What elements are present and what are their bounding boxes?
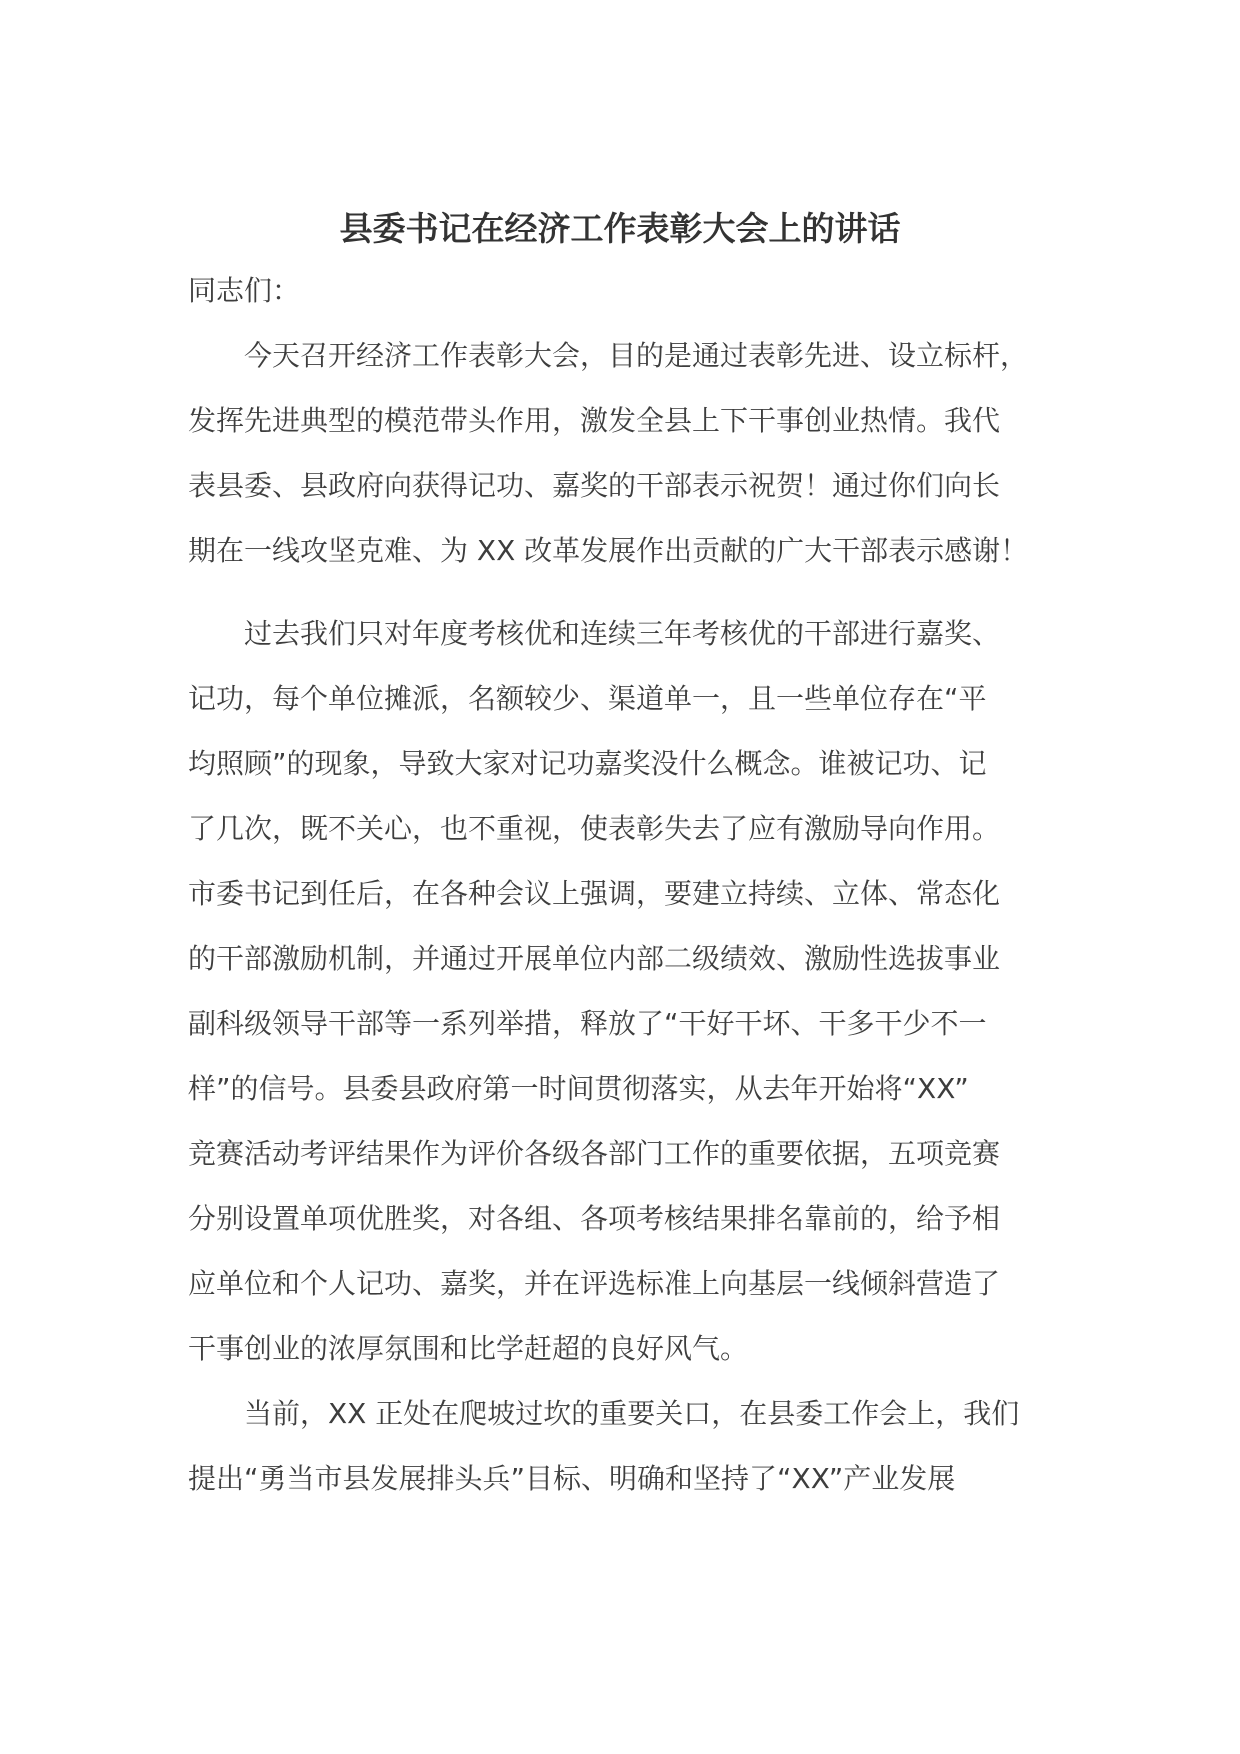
paragraph-line: 记功，每个单位摊派，名额较少、渠道单一，且一些单位存在“平 bbox=[188, 682, 987, 715]
paragraph-line: 期在一线攻坚克难、为 XX 改革发展作出贡献的广大干部表示感谢！ bbox=[188, 534, 1029, 567]
paragraph-line: 发挥先进典型的模范带头作用，激发全县上下干事创业热情。我代 bbox=[188, 404, 1001, 437]
paragraph-line: 了几次，既不关心，也不重视，使表彰失去了应有激励导向作用。 bbox=[188, 812, 1001, 845]
paragraph-line: 分别设置单项优胜奖，对各组、各项考核结果排名靠前的，给予相 bbox=[188, 1202, 1001, 1235]
paragraph-line: 提出“勇当市县发展排头兵”目标、明确和坚持了“XX”产业发展 bbox=[188, 1462, 956, 1495]
paragraph-line: 干事创业的浓厚氛围和比学赶超的良好风气。 bbox=[188, 1332, 749, 1365]
paragraph-line: 今天召开经济工作表彰大会，目的是通过表彰先进、设立标杆， bbox=[244, 339, 1029, 372]
document-title: 县委书记在经济工作表彰大会上的讲话 bbox=[339, 209, 901, 248]
paragraph-line: 均照顾”的现象，导致大家对记功嘉奖没什么概念。谁被记功、记 bbox=[188, 747, 987, 780]
paragraph-line: 应单位和个人记功、嘉奖，并在评选标准上向基层一线倾斜营造了 bbox=[188, 1267, 1001, 1300]
salutation: 同志们： bbox=[188, 274, 301, 307]
paragraph-2 bbox=[188, 601, 1074, 1381]
paragraph-1 bbox=[188, 323, 1074, 583]
document-body bbox=[188, 258, 1074, 1511]
paragraph-line: 竞赛活动考评结果作为评价各级各部门工作的重要依据，五项竞赛 bbox=[188, 1137, 1001, 1170]
paragraph-line: 副科级领导干部等一系列举措，释放了“干好干坏、干多干少不一 bbox=[188, 1007, 987, 1040]
paragraph-line: 表县委、县政府向获得记功、嘉奖的干部表示祝贺！通过你们向长 bbox=[188, 469, 1001, 502]
paragraph-3 bbox=[188, 1381, 1074, 1511]
paragraph-line: 当前，XX 正处在爬坡过坎的重要关口，在县委工作会上，我们 bbox=[244, 1397, 1020, 1430]
paragraph-line: 过去我们只对年度考核优和连续三年考核优的干部进行嘉奖、 bbox=[244, 617, 1001, 650]
paragraph-line: 市委书记到任后，在各种会议上强调，要建立持续、立体、常态化 bbox=[188, 877, 1001, 910]
paragraph-line: 的干部激励机制，并通过开展单位内部二级绩效、激励性选拔事业 bbox=[188, 942, 1001, 975]
paragraph-line: 样”的信号。县委县政府第一时间贯彻落实，从去年开始将“XX” bbox=[188, 1072, 969, 1105]
